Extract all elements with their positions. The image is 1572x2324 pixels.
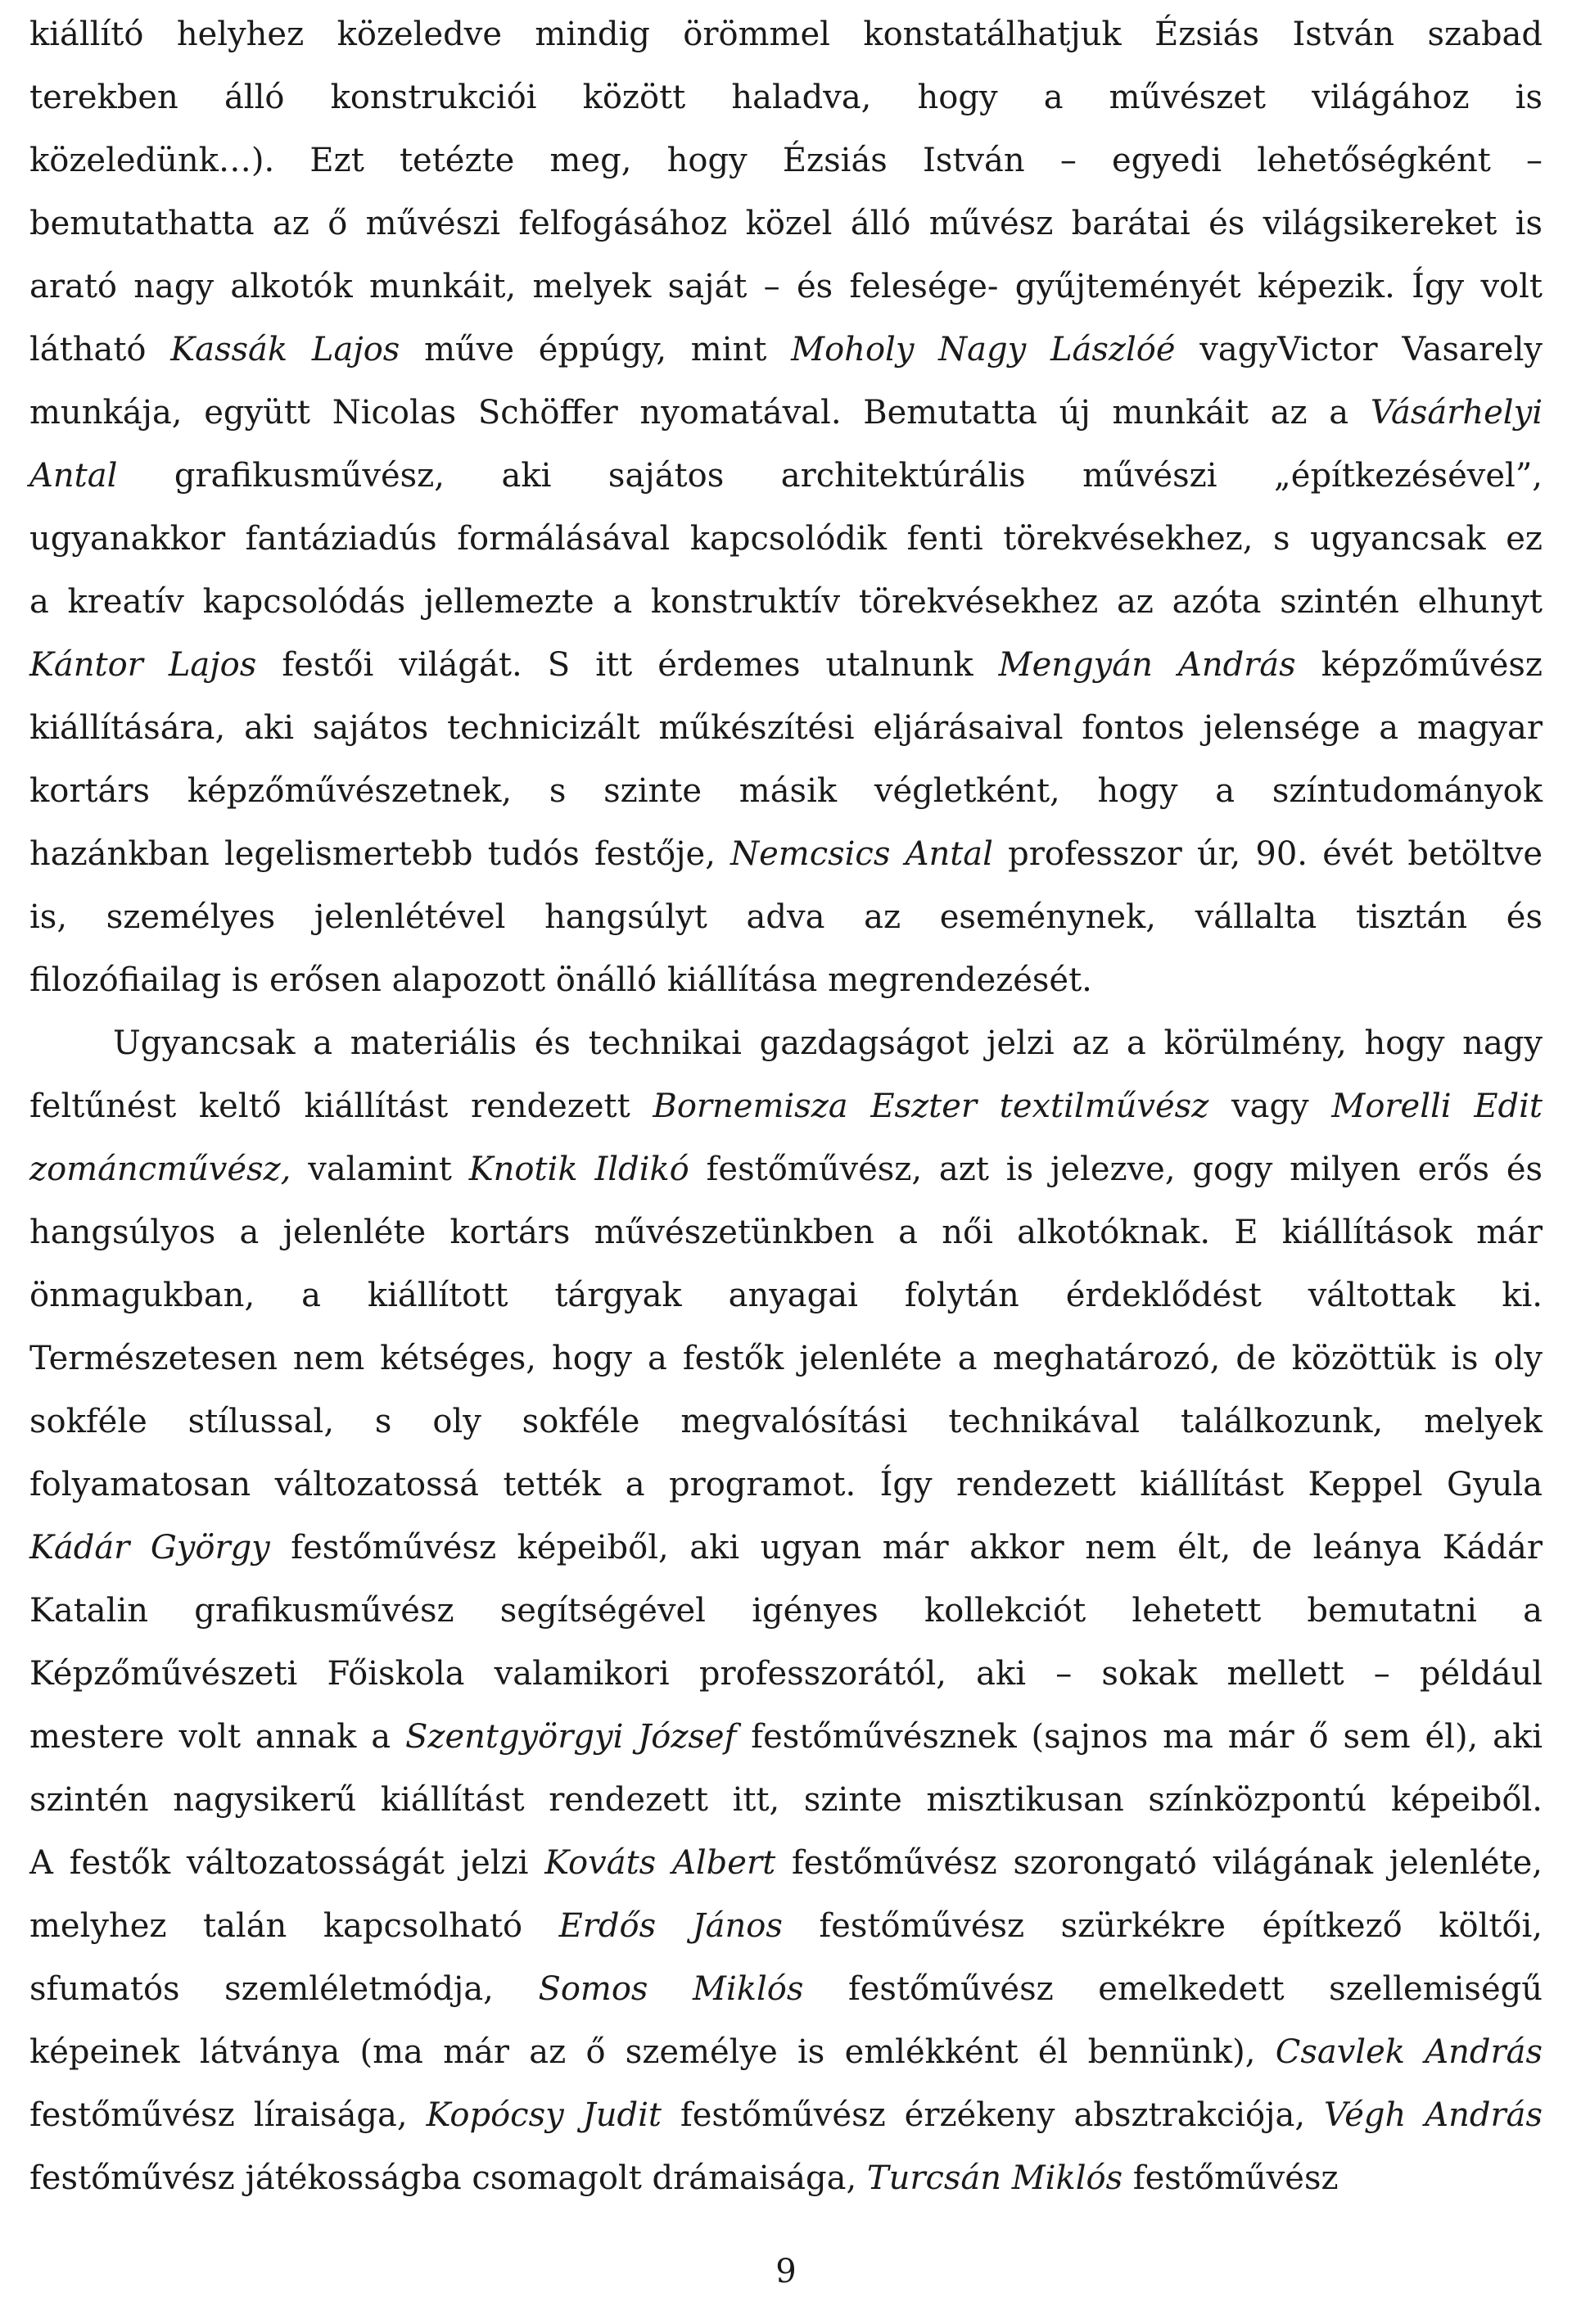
text-line: [29, 3, 1543, 66]
text-line: [29, 1390, 1543, 1454]
text-segment: folyamatosan változatossá tették a programot. Így rendezett kiállítást Keppel Gyula: [29, 1466, 1543, 1503]
text-line: [29, 1895, 1543, 1958]
text-segment: kortárs képzőművészetnek, s szinte másik végletként, hogy a színtudományok: [29, 772, 1543, 810]
text-segment: műve éppúgy, mint: [400, 331, 792, 368]
text-segment: festőművész képeiből, aki ugyan már akkor nem élt, de leánya Kádár: [269, 1529, 1543, 1567]
text-line: [29, 1075, 1543, 1138]
italic-name: Mengyán András: [998, 646, 1296, 684]
text-segment: festői világát. S itt érdemes utalnunk: [256, 646, 999, 684]
italic-name: Bornemisza Eszter textilművész: [653, 1087, 1209, 1125]
italic-name: Turcsán Miklós: [866, 2159, 1123, 2197]
italic-name: Knotik Ildikó: [468, 1151, 689, 1188]
text-line: [29, 2147, 1543, 2210]
italic-name: Kádár György: [29, 1529, 270, 1567]
italic-name: Csavlek András: [1275, 2033, 1543, 2071]
text-segment: festőművész érzékeny absztrakciója,: [661, 2096, 1325, 2134]
text-line: [29, 1832, 1543, 1895]
text-line: [29, 129, 1543, 192]
text-line: [29, 1327, 1543, 1390]
text-segment: kiállító helyhez közeledve mindig örömmel konstatálhatjuk Ézsiás István szabad: [29, 16, 1543, 53]
text-line: [29, 1580, 1543, 1643]
text-segment: ugyanakkor fantáziadús formálásával kapcsolódik fenti törekvésekhez, s ugyancsak ez: [29, 520, 1543, 558]
text-line: [29, 1706, 1543, 1769]
italic-name: Kántor Lajos: [29, 646, 257, 684]
text-segment: látható: [29, 331, 171, 368]
italic-name: zománcművész,: [29, 1151, 291, 1188]
text-segment: festőművész emelkedett szellemiségű: [803, 1970, 1543, 2008]
text-line: [29, 382, 1543, 445]
text-segment: grafikusművész, aki sajátos architektúrális művészi „építkezésével”,: [117, 457, 1543, 495]
text-segment: festőművész szürkékre építkező költői,: [782, 1907, 1543, 1945]
italic-name: Kassák Lajos: [170, 331, 400, 368]
text-segment: hangsúlyos a jelenléte kortárs művészetünkben a női alkotóknak. E kiállítások már: [29, 1214, 1543, 1251]
text-line: [29, 1138, 1543, 1201]
italic-name: Erdős János: [558, 1907, 783, 1945]
italic-name: Szentgyörgyi József: [404, 1718, 737, 1756]
text-segment: közeledünk…). Ezt tetézte meg, hogy Ézsiás István – egyedi lehetőségként –: [29, 142, 1543, 179]
text-line: [29, 2021, 1543, 2084]
text-segment: festőművész: [1123, 2159, 1339, 2197]
text-line: [29, 255, 1543, 319]
text-line: [29, 1517, 1543, 1580]
text-line: [29, 2084, 1543, 2147]
page-number: 9: [775, 2253, 797, 2290]
body-text: [29, 3, 1543, 2210]
text-segment: is, személyes jelenlétével hangsúlyt adva az eseménynek, vállalta tisztán és: [29, 898, 1543, 936]
text-segment: kiállítására, aki sajátos technicizált műkészítési eljárásaival fontos jelensége a magyar: [29, 709, 1543, 747]
text-segment: filozófiailag is erősen alapozott önálló kiállítása megrendezését.: [29, 961, 1092, 999]
text-segment: önmagukban, a kiállított tárgyak anyagai folytán érdeklődést váltottak ki.: [29, 1277, 1543, 1314]
text-segment: festőművész, azt is jelezve, gogy milyen erős és: [689, 1151, 1543, 1188]
italic-name: Kopócsy Judit: [426, 2096, 662, 2134]
text-line: [29, 949, 1543, 1012]
text-line: [29, 1264, 1543, 1327]
text-segment: Katalin grafikusművész segítségével igényes kollekciót lehetett bemutatni a: [29, 1592, 1543, 1630]
text-line: [29, 1643, 1543, 1706]
text-segment: terekben álló konstrukciói között haladva, hogy a művészet világához is: [29, 79, 1543, 116]
text-segment: képeinek látványa (ma már az ő személye is emlékként él bennünk),: [29, 2033, 1276, 2071]
text-segment: Képzőművészeti Főiskola valamikori professzorától, aki – sokak mellett – például: [29, 1655, 1543, 1693]
text-segment: melyhez talán kapcsolható: [29, 1907, 559, 1945]
text-segment: vagyVictor Vasarely: [1175, 331, 1543, 368]
text-line: [29, 1201, 1543, 1264]
text-segment: a kreatív kapcsolódás jellemezte a konstruktív törekvésekhez az azóta szintén elhunyt: [29, 583, 1543, 621]
text-segment: festőművész játékosságba csomagolt drámaisága,: [29, 2159, 867, 2197]
italic-name: Vásárhelyi: [1370, 394, 1543, 432]
text-segment: bemutathatta az ő művészi felfogásához közel álló művész barátai és világsikereket is: [29, 205, 1543, 242]
text-line: [29, 1454, 1543, 1517]
italic-name: Moholy Nagy Lászlóé: [791, 331, 1176, 368]
text-segment: A festők változatosságát jelzi: [29, 1844, 545, 1882]
text-segment: hazánkban legelismertebb tudós festője,: [29, 835, 731, 873]
text-line: [29, 823, 1543, 886]
italic-name: Antal: [29, 457, 118, 495]
text-line: [29, 1012, 1543, 1075]
text-line: [29, 697, 1543, 760]
text-segment: festőművész szorongató világának jelenléte,: [775, 1844, 1543, 1882]
text-line: [29, 508, 1543, 571]
text-segment: képzőművész: [1295, 646, 1543, 684]
text-segment: arató nagy alkotók munkáit, melyek saját – és felesége- gyűjteményét képezik. Így volt: [29, 268, 1543, 305]
text-segment: Természetesen nem kétséges, hogy a festők jelenléte a meghatározó, de közöttük is oly: [29, 1340, 1543, 1377]
text-segment: sfumatós szemléletmódja,: [29, 1970, 539, 2008]
text-line: [29, 886, 1543, 949]
text-segment: mestere volt annak a: [29, 1718, 405, 1756]
text-segment: festőművész líraisága,: [29, 2096, 427, 2134]
text-segment: Ugyancsak a materiális és technikai gazdagságot jelzi az a körülmény, hogy nagy: [113, 1024, 1543, 1062]
text-line: [29, 319, 1543, 382]
text-line: [29, 1769, 1543, 1832]
text-segment: munkája, együtt Nicolas Schöffer nyomatával. Bemutatta új munkáit az a: [29, 394, 1371, 432]
text-line: [29, 66, 1543, 129]
text-segment: szintén nagysikerű kiállítást rendezett itt, szinte misztikusan színközpontú képeiből.: [29, 1781, 1543, 1819]
italic-name: Kováts Albert: [544, 1844, 776, 1882]
text-segment: professzor úr, 90. évét betöltve: [992, 835, 1543, 873]
italic-name: Végh András: [1324, 2096, 1543, 2134]
italic-name: Nemcsics Antal: [730, 835, 993, 873]
text-line: [29, 192, 1543, 255]
text-segment: feltűnést keltő kiállítást rendezett: [29, 1087, 653, 1125]
text-segment: vagy: [1208, 1087, 1332, 1125]
text-line: [29, 1958, 1543, 2021]
text-line: [29, 571, 1543, 634]
text-line: [29, 634, 1543, 697]
text-segment: sokféle stílussal, s oly sokféle megvalósítási technikával találkozunk, melyek: [29, 1403, 1543, 1440]
italic-name: Morelli Edit: [1331, 1087, 1543, 1125]
italic-name: Somos Miklós: [538, 1970, 804, 2008]
text-line: [29, 760, 1543, 823]
text-segment: valamint: [291, 1151, 469, 1188]
text-segment: festőművésznek (sajnos ma már ő sem él), aki: [736, 1718, 1543, 1756]
text-line: [29, 445, 1543, 508]
